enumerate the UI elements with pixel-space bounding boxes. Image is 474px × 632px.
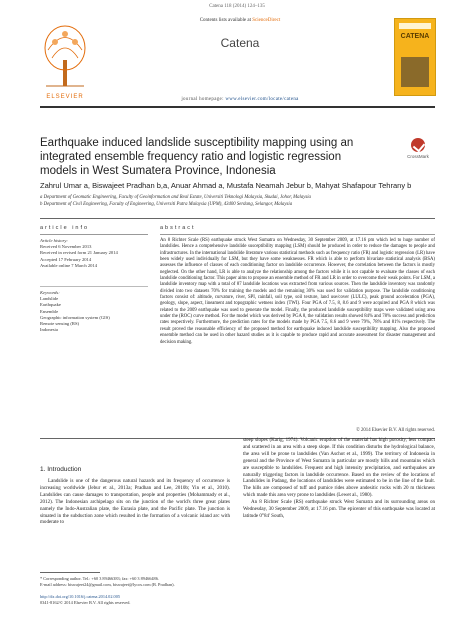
body-column-right (243, 437, 435, 520)
abstract-rule (160, 234, 435, 235)
affiliation-b: b Department of Civil Engineering, Faculty of Engineering, Universiti Putra Malaysia (UPM), 43400 Serdang, Selangor, Malaysia (40, 202, 293, 207)
keyword-item: Ensemble (40, 308, 59, 314)
body-column-left (40, 478, 230, 526)
abstract-text: An 8 Richter Scale (RS) earthquake struck West Sumatra on Wednesday, 30 September 2009, at 17.16 pm which led to huge number of landslides. Hence a comprehensive landslide susceptibility mapping (LSM) should be produced in order to reduce the damages to people and infrastructures. In the international landslide literature various statistical methods such as frequency ratio (FR) and logistic regression (LR) have been widely used individually for LSM, but they have some weaknesses. FR which is able to perform bivariate statistical analysis (BSA) assesses the influence of classes of each conditioning factor on landslide occurrence. However, the correlation between the factors is mostly neglected. On the other hand, LR is able to analyze the relationship among the factors while it is not capable to evaluate the classes of each landslide conditioning factor. This paper aims to propose an ensemble method of FR and LR in order to overcome their weak points. For LSM, a landslide inventory map with a total of 87 landslide locations was extracted from various sources. Then the landslide inventory was randomly divided into two datasets 70% for training the models and the remaining 30% was used for validation purpose. The landslide conditioning factors consist of: altitude, curvature, river, SPI, rainfall, soil type, soil texture, land use/cover (LULC), peak ground acceleration (PGA), geology, slope, aspect, lineament and topographic wetness index (TWI). Four PGA of 7.5, 8, 8.6 and 9 were acquired and PGA 8 which was related to the 2009 earthquake was used to generate the model. Finally, the produced landslide susceptibility maps were validated using area under the (ROC) curve method. For the model which was derived by PGA 8, the validation results showed 84% and 78% success and prediction rates respectively. Furthermore, the prediction rates for the models made by PGA 7.5, 8.6 and 9 were 79%, 78% and 81% respectively. The result proved the reasonable efficiency of the proposed method for earthquake induced landslide susceptibility mapping. Also the proposed ensemble method can be used in other hazard studies as it is capable to produce rapid and accurate assessment for disaster management and decision making. (160, 238, 435, 345)
history-revised: Received in revised form 21 January 2014 (40, 250, 118, 256)
footnotes (40, 576, 240, 606)
article-info-heading: article info (40, 225, 90, 231)
sciencedirect-link[interactable]: ScienceDirect (252, 18, 281, 23)
crossmark-badge[interactable] (400, 138, 436, 159)
contents-prefix: Contents lists available at (199, 18, 253, 23)
publisher-name: ELSEVIER (46, 94, 84, 100)
elsevier-tree-logo (40, 20, 90, 96)
intro-paragraph: steep slopes (Karig, 1974). Volcanic eruption of the material has high porosity, less compact and scattered in an area with a steep slope. If this condition disturbs the hydrological balance, the area will be prone to landslides (Van Aschot et al., 1999). The territory of Indonesia in general and the Province of West Sumatra in particular are mostly hills and mountains which are susceptible to landslides. Frequent and high intensity precipitation, and earthquakes are naturally triggering factors in landslide occurrence. Based on the review of the locations of Landslides in Padang, the locations of landslides were estimated to be in the line of the fault. The hills are composed of tuff and pumice rides above andesitic rocks with 20 m thickness which made this area very prone to landslides (Lewet al., 1980). (243, 437, 435, 499)
section-rule (40, 218, 435, 219)
intro-paragraph: Landslide is one of the dangerous natural hazards and its frequency of occurrence is increasing worldwide (Jebur et al., 2013a; Pradhan and Lee, 2010b; Yin et al., 2010). Landslides can cause damages to transportation, people and properties (Mohammady et al., 2012). The Indonesian archipelago sits on the junction of the world's three great plates namely the Indo-Australian plate, the Eurasia plate, and the Pacific plate. The junction is situated in the subduction zone which resulted in the formation of a volcanic island arc with moderate to (40, 478, 230, 526)
doi-link[interactable]: http://dx.doi.org/10.1016/j.catena.2014.02.005 (40, 594, 121, 599)
journal-cover-image (394, 18, 436, 96)
article-info-rule (40, 234, 148, 235)
article-history (40, 238, 148, 269)
keyword-item: Landslide (40, 296, 59, 302)
homepage-prefix: journal homepage: (181, 97, 226, 102)
homepage-link[interactable]: www.elsevier.com/locate/catena (225, 97, 299, 102)
article-title: Earthquake induced landslide susceptibility mapping using an integrated ensemble frequency ratio and logistic regression models in West Sumatera Province, Indonesia (40, 137, 354, 177)
keyword-item: Geographic information system (GIS) (40, 314, 110, 320)
journal-homepage (90, 97, 390, 102)
contents-line (90, 18, 390, 23)
copyright-notice: © 2014 Elsevier B.V. All rights reserved. (356, 428, 435, 433)
crossmark-label: CrossMark (407, 154, 429, 159)
journal-reference: Catena 118 (2014) 124–135 (209, 4, 265, 9)
introduction-heading: 1. Introduction (40, 466, 82, 473)
header-rule (40, 106, 435, 108)
email-address[interactable]: E-mail address: biswajeet24@gmail.com, biswajeet@lycos.com (B. Pradhan). (40, 582, 175, 587)
history-online: Available online 7 March 2014 (40, 262, 98, 268)
history-accepted: Accepted 17 February 2014 (40, 256, 92, 262)
keywords (40, 286, 148, 333)
issn-copyright: 0341-8162/© 2014 Elsevier B.V. All rights reserved. (40, 600, 131, 605)
article-history-heading: Article history: (40, 238, 68, 243)
journal-name: Catena (220, 36, 260, 50)
cover-photo (401, 57, 429, 87)
keyword-item: Remote sensing (RS) (40, 321, 80, 327)
cover-title: CATENA (400, 33, 430, 40)
keywords-heading: Keywords: (40, 290, 60, 295)
footnote-rule (40, 572, 100, 573)
author-list: Zahrul Umar a, Biswajeet Pradhan b,a, Anuar Ahmad a, Mustafa Neamah Jebur b, Mahyat Shafapour Tehrany b (40, 181, 412, 190)
intro-paragraph: An 8 Richter Scale (RS) earthquake struck West Sumatra and its surrounding areas on Wednesday, 30 September 2009, at 17.16 pm. The epicenter of this earthquake was located at latitude 0°84' South, (243, 499, 435, 519)
keyword-item: Earthquake (40, 302, 61, 308)
keyword-item: Indonesia (40, 327, 58, 333)
affiliation-a: a Department of Geomatic Engineering, Faculty of Geoinformation and Real Estate, Universiti Teknologi Malaysia, Skudai, Johor, Malaysia (40, 195, 311, 200)
crossmark-icon (411, 138, 425, 152)
affiliations (40, 194, 435, 208)
cover-strip (399, 23, 431, 29)
corresponding-author: * Corresponding author. Tel.: +60 3 89466383; fax: +60 3 89466486. (40, 576, 159, 581)
history-received: Received 6 November 2013 (40, 244, 92, 250)
abstract-heading: abstract (160, 225, 196, 231)
